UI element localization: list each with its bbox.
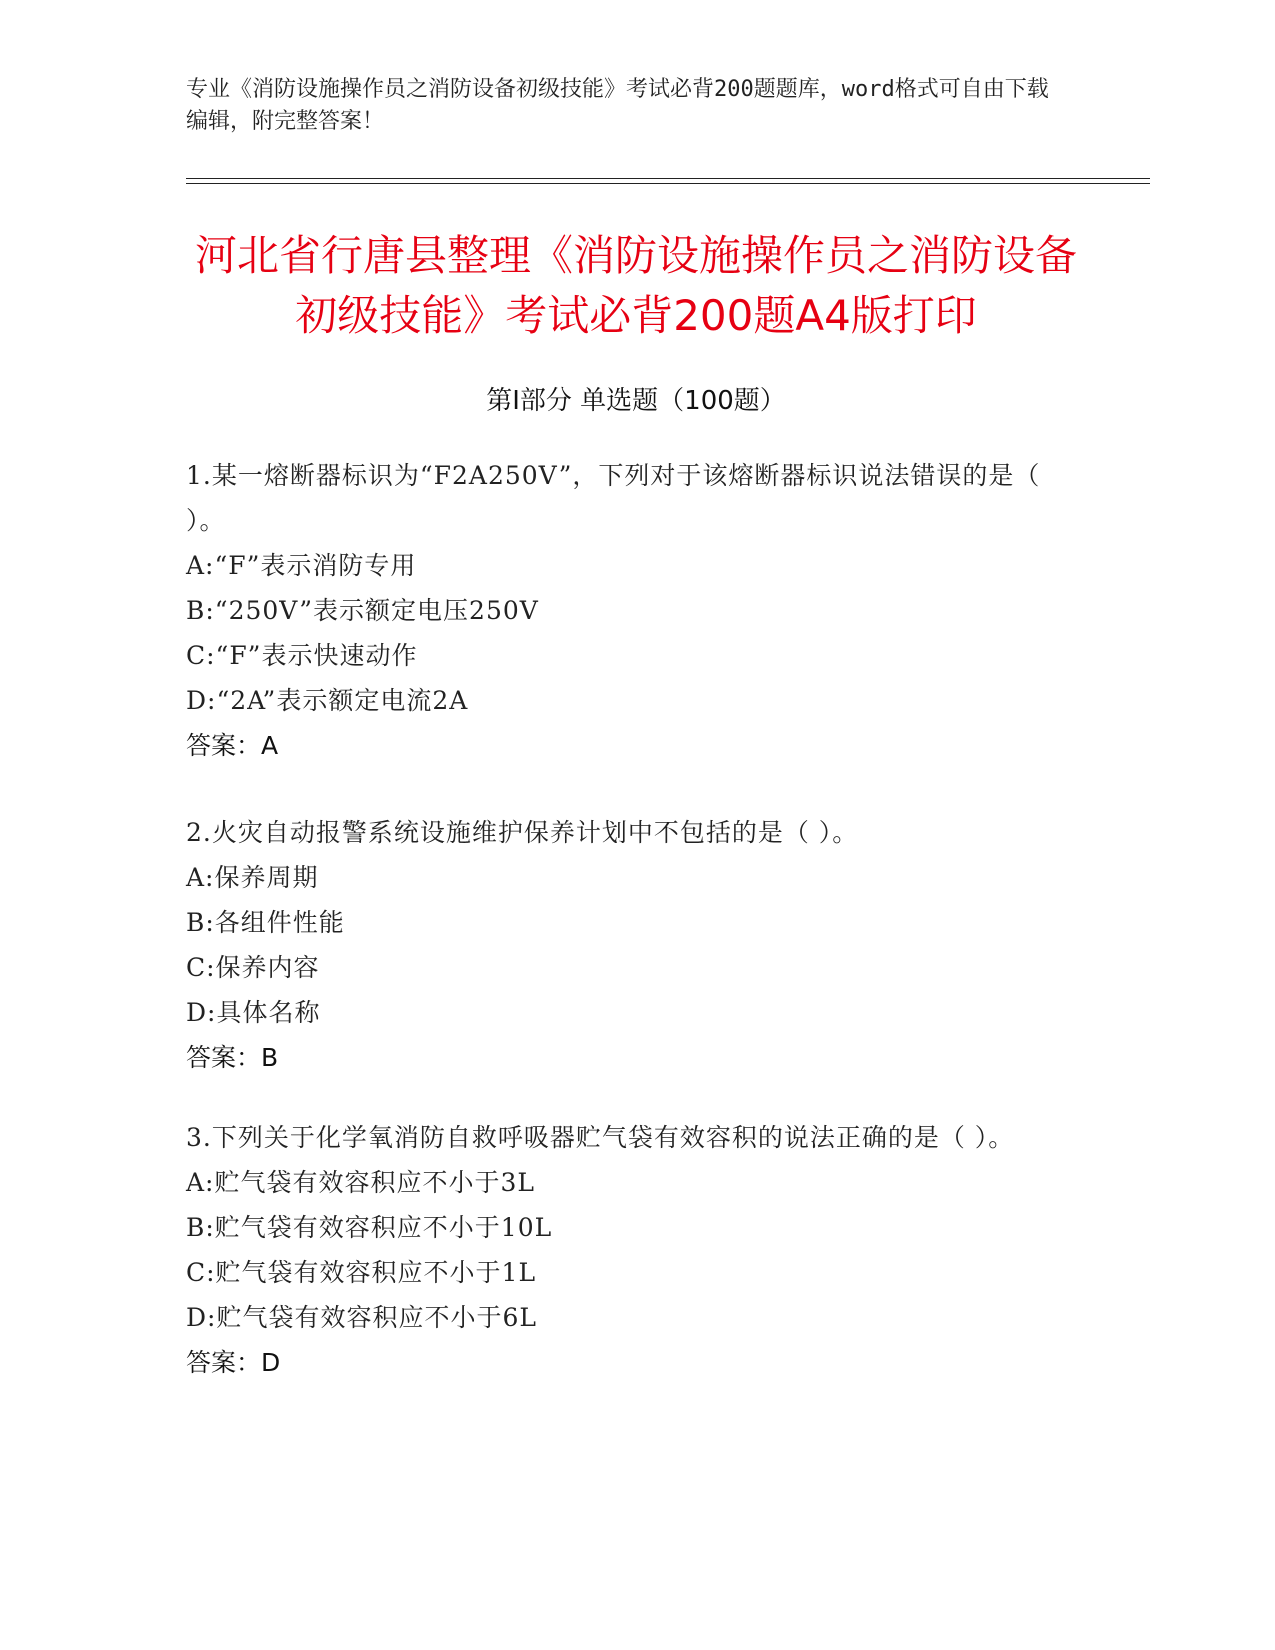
answer-line: 答案：D [186,1348,281,1377]
answer-line: 答案：A [186,731,279,760]
option-c: C:保养内容 [186,953,320,982]
option-d: D:贮气袋有效容积应不小于6L [186,1303,537,1332]
option-c: C:“F”表示快速动作 [186,641,418,670]
question-stem: 1.某一熔断器标识为“F2A250V”，下列对于该熔断器标识说法错误的是（ ）。 [186,461,1041,535]
header-divider-bottom [186,183,1150,184]
option-b: B:贮气袋有效容积应不小于10L [186,1213,553,1242]
question-1 [186,453,1086,768]
question-3 [186,1115,1086,1385]
option-b: B:“250V”表示额定电压250V [186,596,539,625]
section-heading: 第Ⅰ部分 单选题（100题） [486,386,786,416]
option-a: A:“F”表示消防专用 [186,551,417,580]
document-title: 河北省行唐县整理《消防设施操作员之消防设备初级技能》考试必背200题A4版打印 [194,231,1077,340]
question-stem: 2.火灾自动报警系统设施维护保养计划中不包括的是（ ）。 [186,818,859,847]
option-c: C:贮气袋有效容积应不小于1L [186,1258,537,1287]
option-d: D:具体名称 [186,998,321,1027]
question-2 [186,810,1086,1080]
header-divider-top [186,178,1150,179]
answer-line: 答案：B [186,1043,279,1072]
option-b: B:各组件性能 [186,908,345,937]
option-a: A:贮气袋有效容积应不小于3L [186,1168,535,1197]
option-a: A:保养周期 [186,863,319,892]
header-note: 专业《消防设施操作员之消防设备初级技能》考试必背200题题库，word格式可自由下载编辑，附完整答案！ [186,77,1049,134]
option-d: D:“2A”表示额定电流2A [186,686,469,715]
question-stem: 3.下列关于化学氧消防自救呼吸器贮气袋有效容积的说法正确的是（ ）。 [186,1123,1015,1152]
